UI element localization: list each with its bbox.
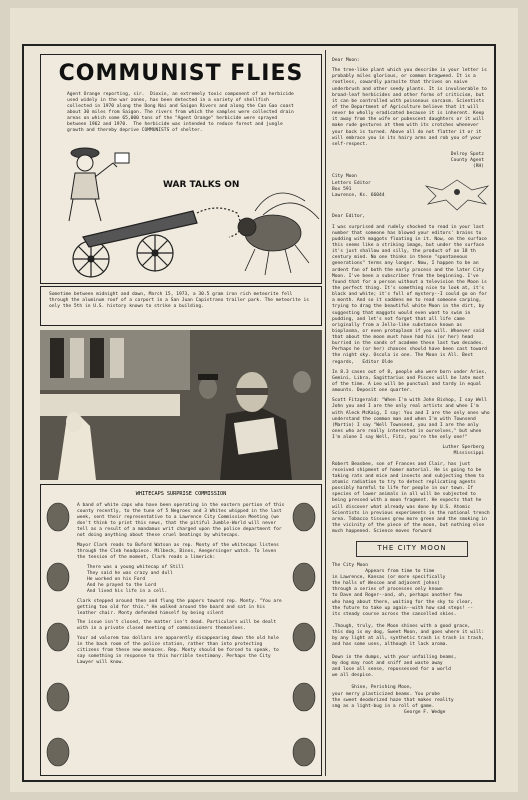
whitecaps-paragraph: A band of white caps who have been operating in the eastern portion of this county recently, to the tune of 5 Negroes and 3 Whites whipped in the last week, sent their representative to a Lawrence City Commission Meeting (we don't think to print this news, that the pitiful Jumble-World will never tell as a result of a mandamus writ charged upon the police department for not doing anything about these cruel beatings by whitecaps.: [77, 503, 288, 538]
robert-letter-body: Robert Beasbee, son of Frances and Clair, has just received shipment of homer material. He is going to be taking rats and mice and insects and subjecting them to atomic radiation to try to detect replicating agents possibly harmful to life for people in our town. If species of lower animals in all will be subjected to being pressed with a moon fragment. He expects that he will discover what already was done by U.S. Atomic Scientists in previous experiments in the national trench area. Tobacco tissues grew more green and the smoking in the vicinity of the piece of the moon, but nothing else much happened. Science moves forward: [332, 461, 493, 535]
whitecaps-paragraph: The issue isn't closed, the matter isn't dead. Particulars will be dealt with in a private closed meeting of commissioners themselves.: [77, 620, 279, 632]
cannon: [73, 208, 241, 277]
moon-salutation: Dear Moon:: [332, 58, 360, 63]
fly-drawing: [238, 193, 319, 275]
editor-salutation: Dear Editor,: [332, 214, 366, 220]
whitecaps-panel: [40, 484, 322, 776]
communist-flies-panel: [40, 54, 322, 284]
whitecaps-paragraph: Clark stepped around then and flung the papers toward rep. Monty. "You are getting too old for this." He walked around the board and sat in his leather chair. Monty defended himself by being silent: [77, 598, 285, 616]
limerick: There was a young whitecap of Still They said he was crazy and dull He worked on his Ford And he prayed to the Lord And lived his life in a cell.: [87, 564, 184, 594]
flies-text: Agent Orange reporting, sir. Dioxin, an extremely toxic component of an herbicide used widely in the war zones, has been detected in a variety of shellfish collected in 1970 along the Dong Nai and Saigon Rivers and along the Can Gao coast about 30 miles from Saigon. The rivers from which the samples were collected drain areas on which some 65,000 tons of the "Agent Orange" herbicide were sprayed between 1962 and 1970. The herbicide was intended to reduce forest and jungle growth and thereby deprive COMMUNISTS of shelter.: [67, 92, 297, 133]
photo-scene: [40, 330, 322, 480]
city-moon-poem: The City Moon Appears from time to time in Lawrence, Kansas (or more specifically the halls of Wescoe and adjacent johns) through a series of processes only known to Dave and Roger--and, oh, perhaps another few who hang about there, waiting for the sky to clear, the future to take up again--with how sad steps! -- its steady course across the cancelled skies. .Though, truly, the Moon shines with a good grace, this dog is my dog, Sweet Moon, and goes where it will: by any light at all, synthetic trash is trash is trash, and has some uses, although it lack aroma. Down in the dumps, with your unfailing beams, my dog may root and sniff and waste away and lose all sense, repossessed for a world we all despise. Shine, Perishing Moon, your merry plasticized beams. You probe the sweet deodorized haze that makes reality smg as a light-bug in a roll of game. George F. Wedge: [332, 562, 485, 716]
whitecaps-paragraph: Mayor Clark reads to Buford Watson as rep. Monty of the whitecaps listens through the Cleb headpiece. Milbeck, Binns, Aeegersinger watch. To leven the tension of the moment, Clark reads a limerick:: [77, 542, 282, 560]
meteorite-panel: [40, 286, 322, 326]
column-divider: [325, 50, 326, 776]
letters-column: [332, 58, 492, 720]
editor-letter-body: I was surprised and rudely shocked to read in your last number that someone has blowed your editors' brains to pudding with maggots floating in it. Now, on the surface this seems like a striking image, but under the surface it's just shallow and silly, the product of an 18 th century mind. No one thinks in these "spontaneous generations" terms any longer. Now, I happen to be an ardent fan of both the early process and the later City Moon. I've been a subscriber from the beginning. I've found that for a person without a television the Moon is the perfect thing. It's something nice to look at, it's black and white; it's full of mystery--I could go on for a month. And so it saddens me to read someone carping, trying to drag the beautiful white Moon in the dirt, by suggesting that maggots would even want to swim in pudding, and let's not forget that all life came originally from a Jello-like substance known as bioplasma, or even protoplasm if you will. Whoever said that about the moon must have had his (or her) head burried in the sands of academe these last two decades. Perhaps he (or her) chances should have been cast toward the night sky. Oscola is one. The Moon is All. Best regards, Editor Olde: [332, 224, 490, 365]
fitzgerald-quote: Scott Fitzgerald: "When I'm with John Bishop, I say Well John you and I are the only real artists and when I'm with Aleck McKaig, I say: You and I are the only ones who understand the common man and when I'm with Townsend (Martin) I say "Well Townsend, you and I are the only ones who are really interested in ourselves," but when I'm alone I say Well, Fitz, you're the only one!": [332, 398, 493, 441]
meteorite-text: Sometime between midnight and dawn, March 15, 1973, a 30.5 gram iron rich meteorite fell through the aluminum roof of a carport in a San Juan Capistrano trailer park. The meteorite is only the 5th in U.S. history known to strike a building.: [49, 292, 312, 309]
war-talks-cartoon: [43, 141, 321, 281]
commission-photo: [40, 330, 322, 480]
whitecaps-article: [77, 491, 288, 670]
cartoon-caption: WAR TALKS ON: [163, 180, 240, 190]
address-block: [332, 174, 492, 214]
whitecaps-body: [77, 503, 288, 666]
left-border-illustration: [43, 487, 73, 775]
mailing-address: City Moon Letters Editor Box 591 Lawrence, Ks. 66044: [332, 174, 385, 198]
eagle-emblem: [422, 174, 492, 214]
zodiac-note: In 8.3 cases out of 8, people who were born under Aries, Gemini, Libra, Sagittarius and Pisces will be late most of the time. A Leo will be punctual and tardy in equal amounts. Deposit one quarter.: [332, 369, 490, 394]
meteorite-article: [49, 292, 313, 310]
moon-letter-body: The tree-like plant which you describe in your letter is probably miles glorious, or common bragweed. It is a rootless, cowardly parasite that thrives on naive underbrush and other seedy plants. It is invulnerable to broad-leaf herbicides and other forms of criticism, but it can be controlled with poisonous sarcasm. Scientists of the Department of Agriculture believe that it will never be wholly eradicated because it is inherent. Keep it away from the wife or pubescent daughters or it will make rude gestures at them with its crotches whenever your back is turned. Above all do not flatter it or it will embrace you in its hairy arms and rob you of your self-respect.: [332, 68, 490, 147]
delroy-signature: Delroy Spotz County Agent (RH): [450, 151, 484, 170]
right-border-illustration: [289, 487, 319, 775]
cartoon-figure: [69, 148, 129, 221]
whitecaps-paragraph: Your ad valorem tax dollars are apparently disappearing down the old hole in the back room of the police station, rather than into protecting citizens from these new menaces. Rep. Monty should be forced to speak, to say something in response to this horrible testimony. Perhaps the City Lawyer will know.: [77, 636, 282, 666]
city-moon-box: THE CITY MOON: [356, 541, 468, 556]
luther-signature: Luther Sperberg Mississippi: [442, 445, 484, 457]
flies-article: [67, 92, 295, 134]
whitecaps-heading: WHITECAPS SURPRISE COMMISSION: [135, 491, 227, 497]
flies-title: COMMUNIST FLIES: [58, 61, 304, 86]
